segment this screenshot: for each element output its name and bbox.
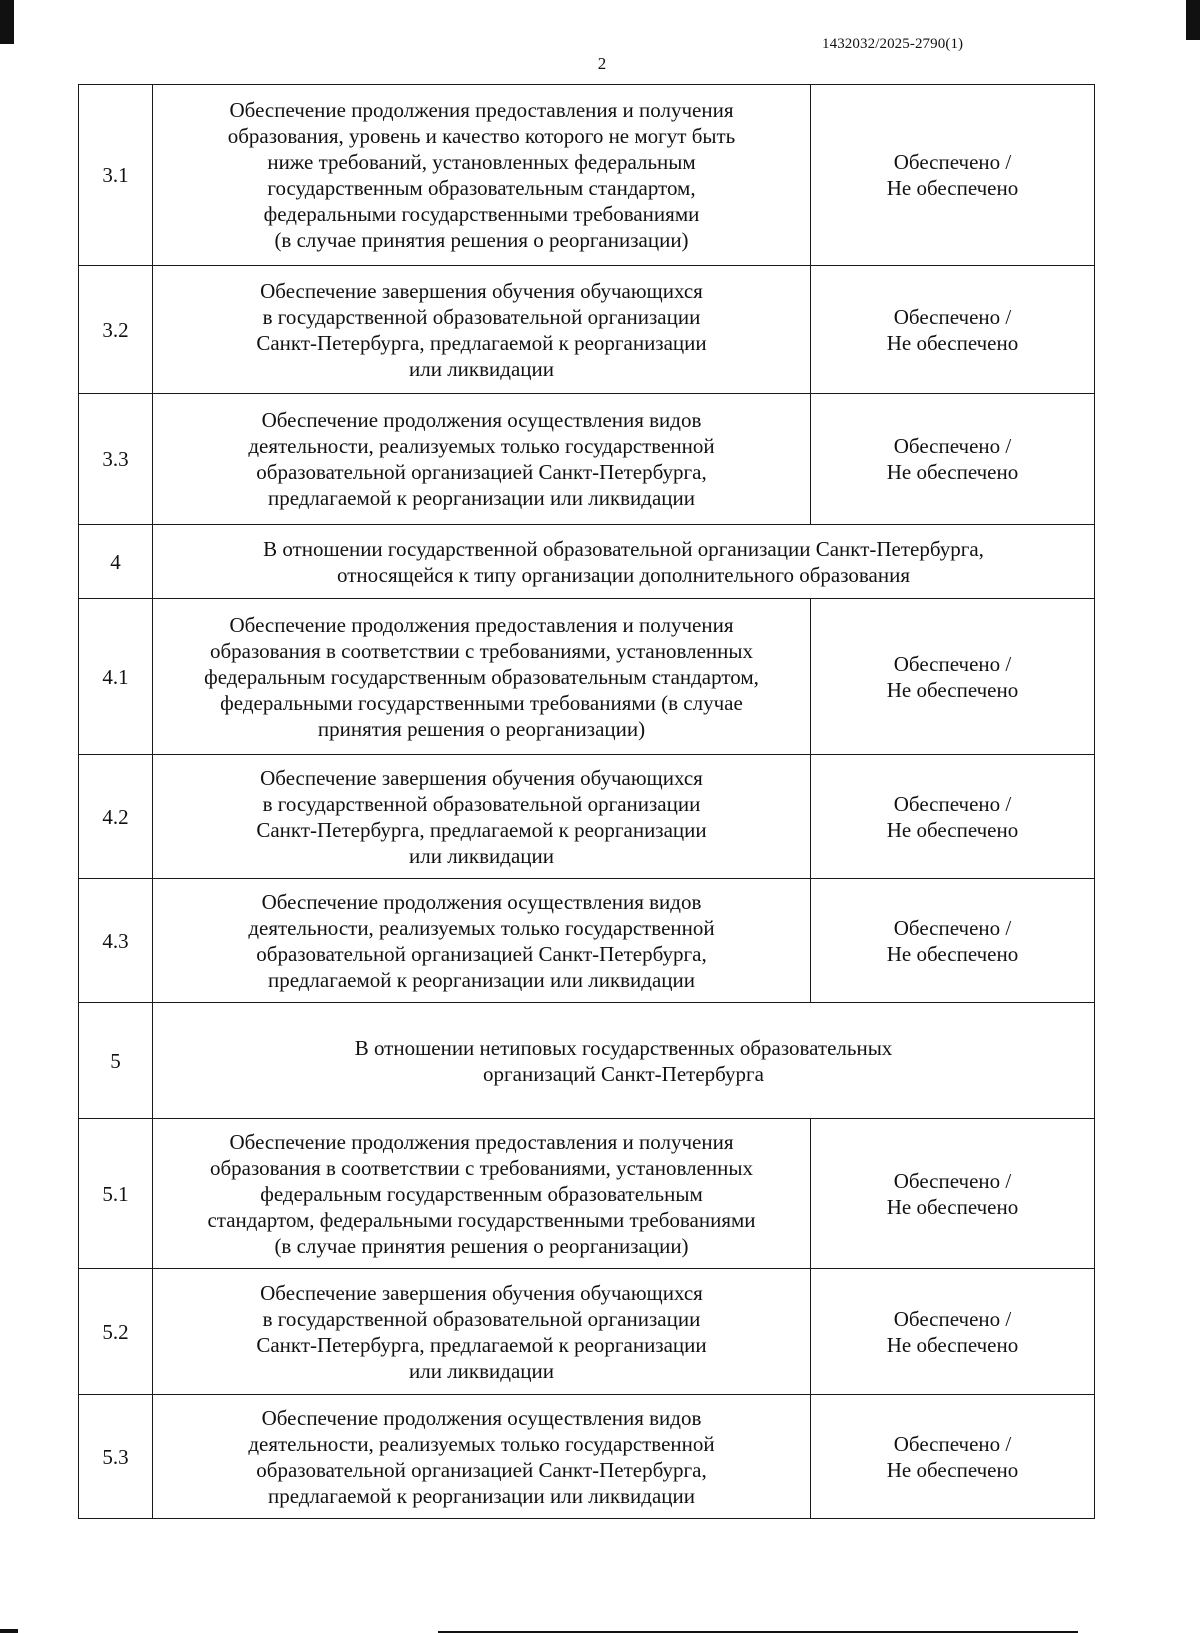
criterion-text: Обеспечение завершения обучения обучающихся в государственной образовательной организации Санкт-Петербурга, предлагаемой к реорганизации или ликвидации xyxy=(153,266,811,394)
table-row xyxy=(79,85,1095,266)
criteria-table xyxy=(78,84,1095,1519)
item-number: 5.3 xyxy=(79,1395,153,1519)
item-number: 3.1 xyxy=(79,85,153,266)
table-row xyxy=(79,1119,1095,1269)
criterion-text: Обеспечение продолжения осуществления видов деятельности, реализуемых только государственной образовательной организацией Санкт-Петербурга, предлагаемой к реорганизации или ликвидации xyxy=(153,879,811,1003)
table-row xyxy=(79,266,1095,394)
scan-edge-mark xyxy=(1186,0,1200,40)
criterion-text: Обеспечение продолжения предоставления и получения образования в соответствии с требованиями, установленных федеральным государственным образовательным стандартом, федеральными государственными требованиями (в случае принятия решения о реорганизации) xyxy=(153,599,811,755)
section-heading: В отношении нетиповых государственных образовательных организаций Санкт-Петербурга xyxy=(153,1003,1095,1119)
criterion-text: Обеспечение продолжения предоставления и получения образования в соответствии с требованиями, установленных федеральным государственным образовательным стандартом, федеральными государственными требованиями (в случае принятия решения о реорганизации) xyxy=(153,1119,811,1269)
table-row xyxy=(79,1395,1095,1519)
table-row xyxy=(79,599,1095,755)
scan-edge-mark xyxy=(0,1629,18,1633)
table-row xyxy=(79,755,1095,879)
item-number: 5.2 xyxy=(79,1269,153,1395)
table-row xyxy=(79,1269,1095,1395)
status-options: Обеспечено / Не обеспечено xyxy=(811,1119,1095,1269)
section-row xyxy=(79,525,1095,599)
item-number: 3.2 xyxy=(79,266,153,394)
section-number: 4 xyxy=(79,525,153,599)
item-number: 4.2 xyxy=(79,755,153,879)
page-number: 2 xyxy=(597,54,607,73)
section-heading: В отношении государственной образовательной организации Санкт-Петербурга, относящейся к типу организации дополнительного образования xyxy=(153,525,1095,599)
section-number: 5 xyxy=(79,1003,153,1119)
scan-edge-mark xyxy=(0,0,14,44)
status-options: Обеспечено / Не обеспечено xyxy=(811,879,1095,1003)
criterion-text: Обеспечение продолжения предоставления и получения образования, уровень и качество которого не могут быть ниже требований, установленных федеральным государственным образовательным стандартом, федеральными государственными требованиями (в случае принятия решения о реорганизации) xyxy=(153,85,811,266)
status-options: Обеспечено / Не обеспечено xyxy=(811,1269,1095,1395)
item-number: 4.1 xyxy=(79,599,153,755)
criterion-text: Обеспечение завершения обучения обучающихся в государственной образовательной организации Санкт-Петербурга, предлагаемой к реорганизации или ликвидации xyxy=(153,1269,811,1395)
table-row xyxy=(79,394,1095,525)
status-options: Обеспечено / Не обеспечено xyxy=(811,394,1095,525)
status-options: Обеспечено / Не обеспечено xyxy=(811,1395,1095,1519)
document-id: 1432032/2025-2790(1) xyxy=(822,36,964,52)
criterion-text: Обеспечение продолжения осуществления видов деятельности, реализуемых только государственной образовательной организацией Санкт-Петербурга, предлагаемой к реорганизации или ликвидации xyxy=(153,1395,811,1519)
status-options: Обеспечено / Не обеспечено xyxy=(811,85,1095,266)
status-options: Обеспечено / Не обеспечено xyxy=(811,599,1095,755)
criterion-text: Обеспечение продолжения осуществления видов деятельности, реализуемых только государственной образовательной организацией Санкт-Петербурга, предлагаемой к реорганизации или ликвидации xyxy=(153,394,811,525)
item-number: 4.3 xyxy=(79,879,153,1003)
item-number: 3.3 xyxy=(79,394,153,525)
item-number: 5.1 xyxy=(79,1119,153,1269)
status-options: Обеспечено / Не обеспечено xyxy=(811,266,1095,394)
status-options: Обеспечено / Не обеспечено xyxy=(811,755,1095,879)
criterion-text: Обеспечение завершения обучения обучающихся в государственной образовательной организации Санкт-Петербурга, предлагаемой к реорганизации или ликвидации xyxy=(153,755,811,879)
section-row xyxy=(79,1003,1095,1119)
table-row xyxy=(79,879,1095,1003)
